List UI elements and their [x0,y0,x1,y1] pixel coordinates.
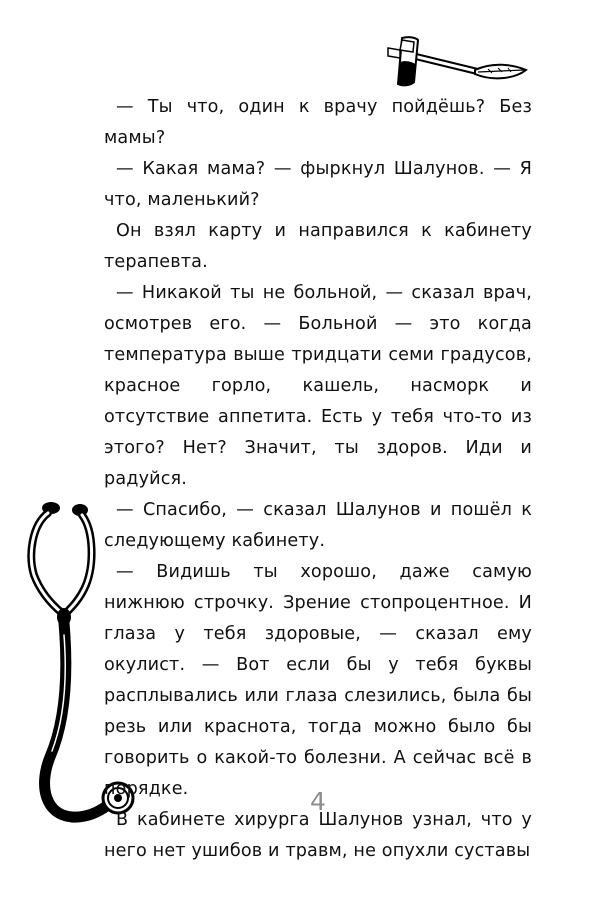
paragraph: В кабинете хирурга Шалунов узнал, что у него нет ушибов и травм, не опухли суставы [104,810,532,861]
reflex-hammer-icon [380,26,540,96]
paragraph: — Ты что, один к врачу пойдёшь? Без мамы? [104,97,532,148]
paragraph: Он взял карту и направился к кабинету терапевта. [104,221,532,272]
paragraph: — Спасибо, — сказал Шалунов и пошёл к следующему кабинету. [104,500,532,551]
page-number: 4 [310,787,326,816]
paragraph: — Видишь ты хорошо, даже самую нижнюю строчку. Зрение стопроцентное. И глаза у тебя здоровые, — сказал ему окулист. — Вот если бы у тебя буквы расплывались или глаза слезились, была бы резь или краснота, тогда можно было бы говорить о какой-то болезни. А сейчас всё в порядке. [104,562,532,799]
paragraph: — Никакой ты не больной, — сказал врач, осмотрев его. — Больной — это когда температура выше тридцати семи градусов, красное горло, кашель, насморк и отсутствие аппетита. Есть у тебя что-то из этого? Нет? Значит, ты здоров. Иди и радуйся. [104,283,532,489]
paragraph: — Какая мама? — фыркнул Шалунов. — Я что, маленький? [104,159,532,210]
page-text [104,92,532,867]
